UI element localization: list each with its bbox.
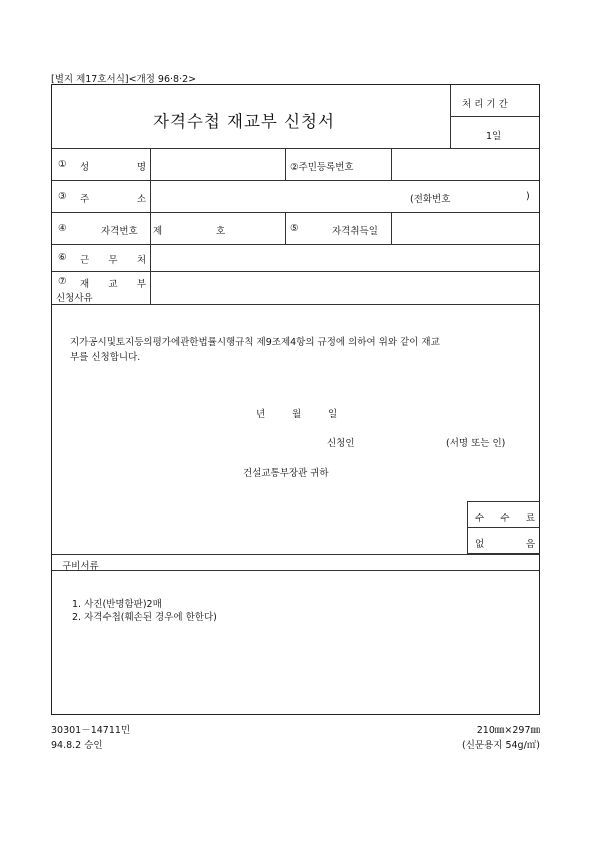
reissue-reason-label-2: 신청사유 bbox=[56, 293, 93, 304]
processing-period-value: 1일 bbox=[486, 131, 502, 142]
documents-header: 구비서류 bbox=[62, 561, 99, 572]
footer-approval: 94.8.2 승인 bbox=[51, 740, 103, 751]
license-date-label: 자격취득일 bbox=[332, 226, 378, 237]
field-5-number: ⑤ bbox=[290, 223, 299, 234]
resident-number-field[interactable] bbox=[393, 150, 537, 178]
field-6-number: ⑥ bbox=[58, 252, 67, 263]
page-title: 자격수첩 재교부 신청서 bbox=[153, 112, 335, 131]
date-month: 월 bbox=[292, 409, 302, 420]
license-number-label: 자격번호 bbox=[101, 226, 138, 237]
workplace-label: 근 무 처 bbox=[80, 255, 146, 266]
phone-close-paren: ) bbox=[526, 191, 530, 202]
address-field[interactable] bbox=[152, 182, 402, 210]
resident-number-label: ②주민등록번호 bbox=[290, 162, 354, 173]
applicant-label: 신청인 bbox=[327, 438, 355, 449]
reissue-reason-label: 재 교 부 bbox=[80, 279, 146, 290]
document-item-1: 1. 사진(반명함판)2매 bbox=[72, 599, 162, 610]
name-field[interactable] bbox=[152, 150, 283, 178]
document-item-2: 2. 자격수첩(훼손된 경우에 한한다) bbox=[72, 612, 217, 623]
signature-hint: (서명 또는 인) bbox=[446, 438, 506, 449]
workplace-field[interactable] bbox=[152, 246, 537, 269]
fee-value: 없 음 bbox=[475, 539, 535, 550]
fee-label: 수 수 료 bbox=[475, 513, 535, 524]
processing-period-label: 처 리 기 간 bbox=[462, 99, 508, 110]
license-suffix: 호 bbox=[216, 226, 226, 237]
reissue-reason-field[interactable] bbox=[152, 273, 537, 302]
statement-line-1: 지가공시및토지등의평가에관한법률시행규칙 제9조제4항의 규정에 의하여 위와 같이 재교 bbox=[70, 337, 440, 348]
field-1-number: ① bbox=[58, 159, 67, 170]
footer-paper: (신문용지 54g/㎡) bbox=[462, 740, 540, 751]
field-7-number: ⑦ bbox=[58, 276, 67, 287]
statement-line-2: 부를 신청합니다. bbox=[70, 352, 141, 363]
date-year: 년 bbox=[256, 409, 266, 420]
phone-label: (전화번호 bbox=[410, 194, 451, 205]
address-label: 주 소 bbox=[80, 194, 146, 205]
license-number-field[interactable] bbox=[165, 214, 211, 242]
field-4-number: ④ bbox=[58, 223, 67, 234]
recipient: 건설교통부장관 귀하 bbox=[243, 468, 329, 479]
date-day: 일 bbox=[328, 409, 338, 420]
applicant-signature-field[interactable] bbox=[365, 430, 440, 448]
field-3-number: ③ bbox=[58, 191, 67, 202]
name-label: 성 명 bbox=[80, 162, 146, 173]
license-date-field[interactable] bbox=[393, 214, 537, 242]
footer-size: 210㎜×297㎜ bbox=[476, 725, 540, 736]
form-number: [별지 제17호서식]<개정 96·8·2> bbox=[51, 74, 197, 85]
license-prefix: 제 bbox=[153, 226, 163, 237]
footer-code: 30301－14711민 bbox=[51, 725, 131, 736]
